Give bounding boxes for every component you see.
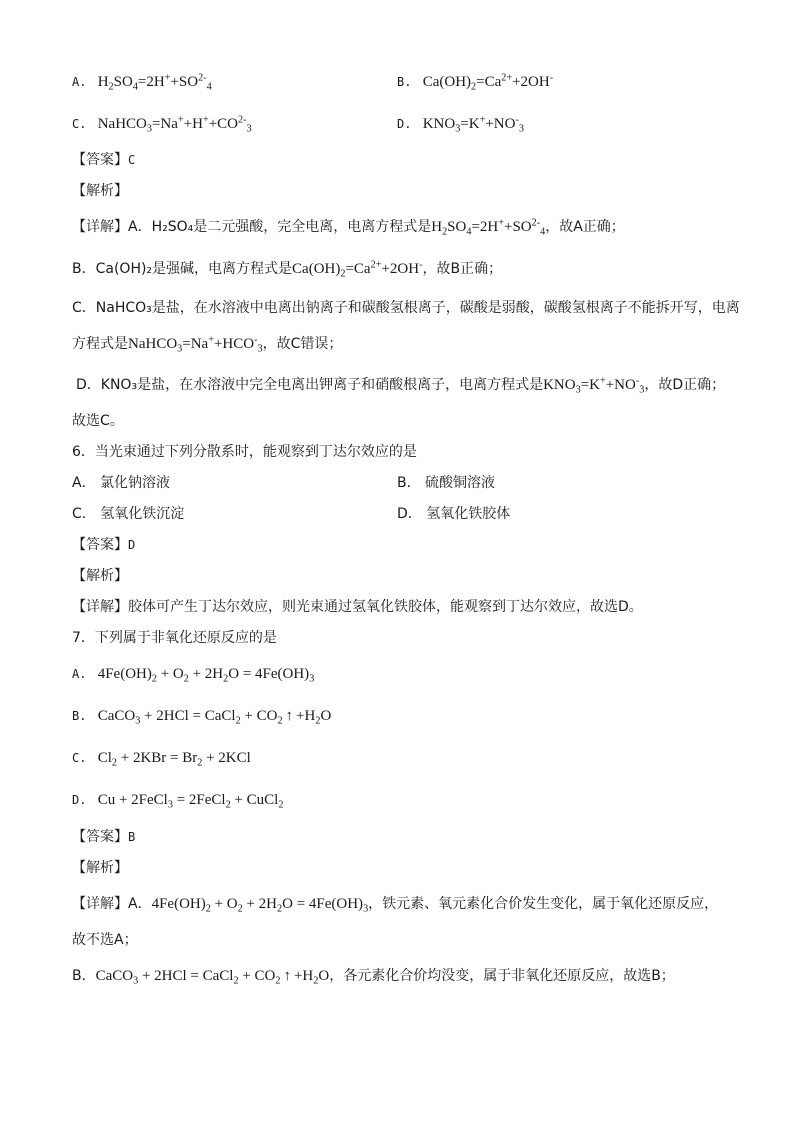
detail-text: B．Ca(OH)₂是强碱，电离方程式是 — [72, 261, 293, 277]
equation: $KNO_3=K^++NO^-_3$ — [543, 375, 645, 396]
q5-analysis-tag: 【解析】 — [72, 183, 128, 199]
q5-detail-c-line2 — [72, 334, 342, 354]
detail-text: ，铁元素、氧元素化合价发生变化，属于氧化还原反应， — [368, 896, 719, 912]
detail-text: ，故C错误； — [262, 336, 343, 352]
detail-text: ，故D正确； — [644, 377, 726, 393]
q5-answer — [72, 150, 135, 170]
equation: $Ca(OH)_2=Ca^{2+}+2OH^-$ — [292, 259, 423, 280]
answer-tag: 【答案】 — [72, 152, 128, 168]
answer-tag: 【答案】 — [72, 829, 128, 845]
q6-option-c: C． 氢氧化铁沉淀 — [72, 506, 185, 522]
option-label: D. — [397, 117, 412, 131]
q5-option-d: D. $KNO_3=K^++NO^-_3$ — [397, 114, 524, 135]
q7-option-a: A. $4Fe(OH)_2 + O_2 + 2H_2O = 4Fe(OH)_3$ — [72, 666, 315, 685]
q5-option-c: C. $NaHCO_3=Na^++H^++CO^{2-}_3$ — [72, 114, 252, 135]
answer-value: B — [128, 830, 136, 844]
q7-option-b: B. CaCO$_3$ + 2HCl = CaCl$_2$ + $CO_2$ ↑ $+H_2O$ — [72, 708, 332, 727]
equation: $H_2SO_4=2H^++SO^{2-}_4$ — [431, 217, 546, 238]
detail-text: B． — [72, 968, 96, 984]
q6-analysis-tag: 【解析】 — [72, 568, 128, 584]
q5-detail-d — [76, 375, 725, 395]
detail-tag: 【详解】 — [72, 599, 128, 615]
q5-detail-b — [72, 259, 502, 279]
option-label: C. — [72, 751, 87, 765]
q5-detail-c-line1: C．NaHCO₃是盐，在水溶液中电离出钠离子和碳酸氢根离子，碳酸是弱酸，碳酸氢根离子不能拆开写，电离 — [72, 300, 740, 316]
q5-option-b: B. $Ca(OH)_2=Ca^{2+}+2OH^-$ — [397, 72, 554, 93]
detail-text: ，故A正确； — [545, 219, 625, 235]
equation: $NaHCO_3=Na^++HCO^-_3$ — [128, 334, 263, 355]
q7-detail-a — [72, 894, 718, 914]
q6-answer — [72, 535, 135, 555]
q5-detail-a — [72, 217, 625, 237]
detail-text: 方程式是 — [72, 336, 128, 352]
answer-value: D — [128, 538, 136, 552]
q6-option-d: D． 氢氧化铁胶体 — [397, 506, 511, 522]
detail-text: ，各元素化合价均没变，属于非氧化还原反应，故选B； — [329, 968, 675, 984]
q7-option-d: D. Cu + 2FeCl$_3$ = 2FeCl$_2$ + CuCl$_2$ — [72, 792, 284, 811]
detail-tag: 【详解】 — [72, 896, 128, 912]
q7-detail-b — [72, 966, 675, 986]
q7-answer — [72, 827, 135, 847]
detail-text: ，故B正确； — [422, 261, 503, 277]
q6-option-a: A． 氯化钠溶液 — [72, 475, 171, 491]
q7-analysis-tag: 【解析】 — [72, 860, 128, 876]
option-label: B. — [72, 709, 87, 723]
option-label: C. — [72, 117, 87, 131]
q7-option-c: C. $Cl_2 + 2KBr = Br_2 + 2KCl$ — [72, 750, 251, 769]
answer-value: C — [128, 153, 136, 167]
answer-tag: 【答案】 — [72, 537, 128, 553]
q7-detail-a-line2: 故不选A； — [72, 932, 138, 948]
detail-text: 胶体可产生丁达尔效应，则光束通过氢氧化铁胶体，能观察到丁达尔效应，故选D。 — [128, 599, 643, 615]
equation: $4Fe(OH)_2 + O_2 + 2H_2O = 4Fe(OH)_3$ — [151, 896, 369, 915]
detail-text: A．H₂SO₄是二元强酸，完全电离，电离方程式是 — [128, 219, 432, 235]
q5-option-a: A. $H_2SO_4=2H^++SO^{2-}_4$ — [72, 72, 212, 93]
q6-detail — [72, 597, 643, 617]
detail-text: A． — [128, 896, 152, 912]
equation: CaCO$_3$ + 2HCl = CaCl$_2$ + $CO_2$ ↑ $+H_2O$ — [95, 968, 330, 987]
detail-tag: 【详解】 — [72, 219, 128, 235]
q7-question: 7．下列属于非氧化还原反应的是 — [72, 630, 277, 646]
option-label: B. — [397, 75, 412, 89]
q6-option-b: B． 硫酸铜溶液 — [397, 475, 496, 491]
q6-question: 6．当光束通过下列分散系时，能观察到丁达尔效应的是 — [72, 444, 417, 460]
option-label: A. — [72, 75, 87, 89]
option-label: D. — [72, 793, 87, 807]
detail-text: D．KNO₃是盐，在水溶液中完全电离出钾离子和硝酸根离子，电离方程式是 — [76, 377, 544, 393]
q5-conclusion: 故选C。 — [72, 413, 124, 429]
option-label: A. — [72, 667, 87, 681]
